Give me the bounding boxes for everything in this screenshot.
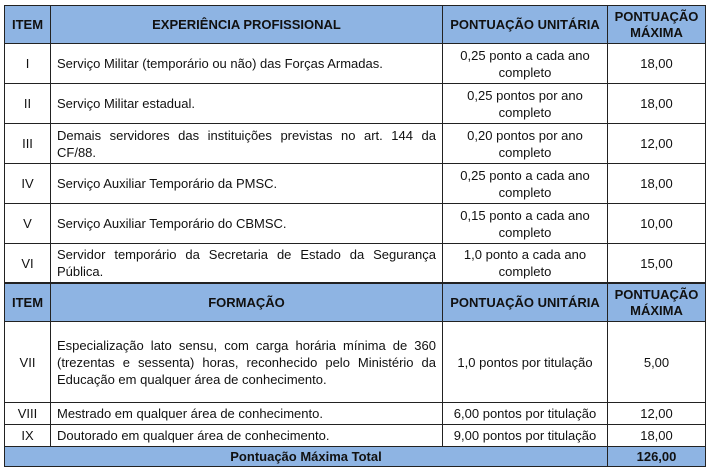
header-education: FORMAÇÃO <box>51 284 443 322</box>
total-label: Pontuação Máxima Total <box>5 447 608 467</box>
header-unit-score: PONTUAÇÃO UNITÁRIA <box>443 284 608 322</box>
table-row <box>5 44 706 84</box>
item-description: Serviço Militar (temporário ou não) das Forças Armadas. <box>51 44 443 84</box>
table-row <box>5 403 706 425</box>
max-score: 10,00 <box>608 204 706 244</box>
item-description: Demais servidores das instituições previstas no art. 144 da CF/88. <box>51 124 443 164</box>
item-number: V <box>5 204 51 244</box>
item-number: VIII <box>5 403 51 425</box>
unit-score: 1,0 pontos por titulação <box>443 322 608 403</box>
total-value: 126,00 <box>608 447 706 467</box>
item-description: Especialização lato sensu, com carga horária mínima de 360 (trezentas e sessenta) horas, reconhecido pelo Ministério da Educação em qualquer área de conhecimento. <box>51 322 443 403</box>
table-row <box>5 322 706 403</box>
item-number: III <box>5 124 51 164</box>
item-description: Servidor temporário da Secretaria de Estado da Segurança Pública. <box>51 244 443 283</box>
unit-score: 0,20 pontos por ano completo <box>443 124 608 164</box>
education-table <box>4 283 706 467</box>
max-score: 12,00 <box>608 403 706 425</box>
max-score: 12,00 <box>608 124 706 164</box>
item-description: Serviço Auxiliar Temporário da PMSC. <box>51 164 443 204</box>
header-item: ITEM <box>5 6 51 44</box>
item-number: IX <box>5 425 51 447</box>
item-description: Serviço Auxiliar Temporário do CBMSC. <box>51 204 443 244</box>
header-item: ITEM <box>5 284 51 322</box>
unit-score: 9,00 pontos por titulação <box>443 425 608 447</box>
experience-header-row <box>5 6 706 44</box>
unit-score: 0,25 ponto a cada ano completo <box>443 164 608 204</box>
unit-score: 0,25 pontos por ano completo <box>443 84 608 124</box>
item-number: IV <box>5 164 51 204</box>
table-row <box>5 244 706 283</box>
item-description: Serviço Militar estadual. <box>51 84 443 124</box>
item-description: Doutorado em qualquer área de conhecimento. <box>51 425 443 447</box>
header-max-score: PONTUAÇÃO MÁXIMA <box>608 284 706 322</box>
item-number: VI <box>5 244 51 283</box>
header-experience: EXPERIÊNCIA PROFISSIONAL <box>51 6 443 44</box>
unit-score: 0,25 ponto a cada ano completo <box>443 44 608 84</box>
table-row <box>5 124 706 164</box>
max-score: 18,00 <box>608 44 706 84</box>
unit-score: 6,00 pontos por titulação <box>443 403 608 425</box>
education-header-row <box>5 284 706 322</box>
header-unit-score: PONTUAÇÃO UNITÁRIA <box>443 6 608 44</box>
total-row <box>5 447 706 467</box>
table-row <box>5 164 706 204</box>
header-max-score: PONTUAÇÃO MÁXIMA <box>608 6 706 44</box>
experience-table <box>4 5 706 283</box>
table-row <box>5 204 706 244</box>
item-description: Mestrado em qualquer área de conhecimento. <box>51 403 443 425</box>
max-score: 18,00 <box>608 425 706 447</box>
item-number: I <box>5 44 51 84</box>
max-score: 18,00 <box>608 84 706 124</box>
max-score: 5,00 <box>608 322 706 403</box>
table-row <box>5 84 706 124</box>
item-number: II <box>5 84 51 124</box>
item-number: VII <box>5 322 51 403</box>
unit-score: 0,15 ponto a cada ano completo <box>443 204 608 244</box>
max-score: 15,00 <box>608 244 706 283</box>
unit-score: 1,0 ponto a cada ano completo <box>443 244 608 283</box>
table-row <box>5 425 706 447</box>
max-score: 18,00 <box>608 164 706 204</box>
